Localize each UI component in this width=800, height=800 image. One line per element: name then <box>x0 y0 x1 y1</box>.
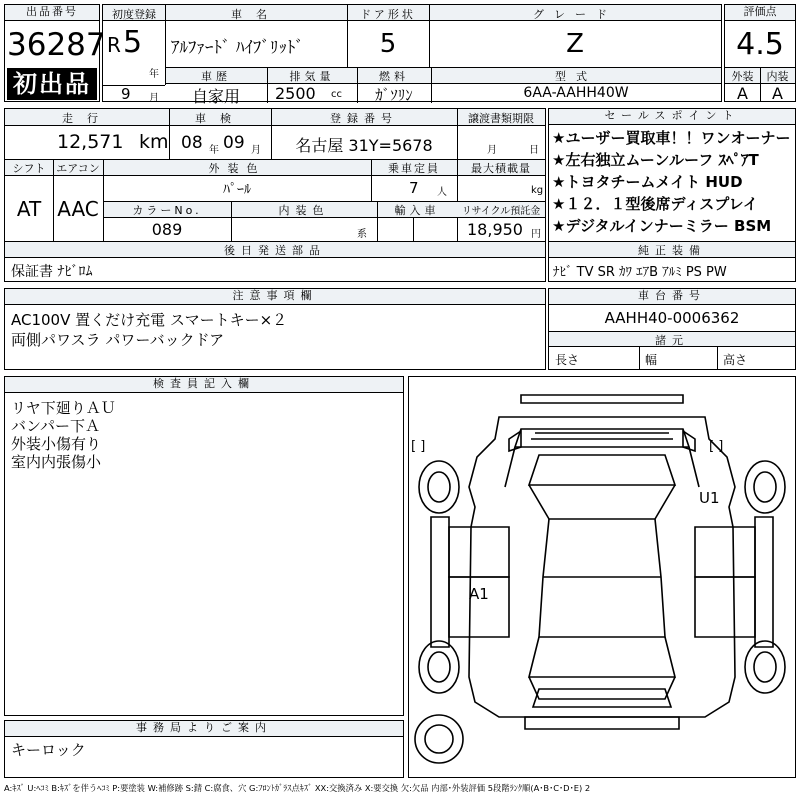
inspector-box <box>4 376 404 716</box>
fuel-label: 燃料 <box>379 70 409 83</box>
specs-length: 長さ <box>555 353 580 367</box>
recycle-unit: 円 <box>531 229 541 240</box>
aircon-value: AAC <box>57 197 99 221</box>
score-value: 4.5 <box>736 27 784 62</box>
office-box <box>4 720 404 778</box>
car-diagram <box>408 376 796 778</box>
sales-point-item: ★ユーザー買取車！！ワンオーナー <box>552 129 791 147</box>
import-label: 輸入車 <box>394 204 440 217</box>
notes-line-1: AC100V 置くだけ充電 スマートキー×２ <box>11 311 288 329</box>
transfer-month-unit: 月 <box>487 145 497 156</box>
mileage-unit: km <box>139 131 169 153</box>
shift-label: シフト <box>12 162 46 175</box>
history-value: 自家用 <box>191 87 240 106</box>
displacement-label: 排気量 <box>289 70 335 83</box>
first-reg-year-unit: 年 <box>149 69 159 80</box>
plate-label: 登録番号 <box>330 112 398 125</box>
inspector-line-2: バンパー下Ａ <box>11 417 100 435</box>
notes-label: 注意事項欄 <box>5 289 545 305</box>
doors-label: ドア形状 <box>360 8 416 21</box>
car-outline <box>409 377 795 777</box>
car-name-label: 車名 <box>231 8 281 21</box>
history-label: 車歴 <box>201 70 231 83</box>
sales-point-item: ★左右独立ムーンルーフ ｽﾍﾟｱT <box>552 151 759 169</box>
notes-box <box>4 288 546 370</box>
bracket-right: [ ] <box>709 439 724 454</box>
later-parts-value: 保証書 ﾅﾋﾞﾛﾑ <box>11 264 93 280</box>
fuel-value: ｶﾞｿﾘﾝ <box>375 86 413 104</box>
max-load-unit: kg <box>531 185 544 196</box>
inspector-line-4: 室内内張傷小 <box>11 453 102 471</box>
interior-score-value: A <box>772 84 783 103</box>
mileage-value: 12,571 <box>57 131 124 153</box>
inspector-label: 検査員記入欄 <box>5 377 403 393</box>
color-no-label: カラーNo. <box>132 204 202 217</box>
first-reg-year: 5 <box>123 25 143 60</box>
interior-color-unit: 系 <box>357 229 367 240</box>
recycle-value: 18,950 <box>467 220 523 239</box>
score-label: 評価点 <box>725 5 795 21</box>
inspection-month: 09 <box>223 133 245 153</box>
inspection-month-unit: 月 <box>251 145 261 156</box>
specs-label: 諸元 <box>655 334 689 347</box>
top-grid <box>102 4 722 106</box>
interior-score-label: 内装 <box>766 70 789 83</box>
grade-value: Z <box>566 29 584 59</box>
sales-points-label: セールスポイント <box>549 109 795 125</box>
legend: A:ｷｽﾞ U:ﾍｺﾐ B:ｷｽﾞを伴うﾍｺﾐ P:要塗装 W:補修跡 S:錆 C:腐食、穴 G:ﾌﾛﾝﾄｶﾞﾗｽ点ｷｽﾞ XX:交換済み X:要交換 欠:欠品 内部･外装評価 5段階ﾗﾝｸ順(A･B･C･D･E) 2 <box>4 783 591 793</box>
exterior-score-label: 外装 <box>731 70 754 83</box>
sales-point-item: ★１２．１型後席ディスプレイ <box>552 195 758 213</box>
first-reg-label: 初度登録 <box>112 8 156 21</box>
lot-box <box>4 4 106 102</box>
transfer-label: 譲渡書類期限 <box>468 112 534 125</box>
inspector-line-1: リヤ下廻りＡＵ <box>11 399 116 417</box>
shift-value: AT <box>16 197 42 221</box>
inspection-label: 車検 <box>195 112 245 125</box>
plate-value: 名古屋 31Y=5678 <box>295 136 433 155</box>
sales-points-box <box>548 108 796 282</box>
detail-grid <box>4 108 546 282</box>
office-value: キーロック <box>11 741 86 759</box>
office-label: 事務局よりご案内 <box>5 721 403 737</box>
chassis-box <box>548 288 796 370</box>
sales-point-item: ★トヨタチームメイト HUD <box>552 173 743 191</box>
later-parts-label: 後日発送部品 <box>224 244 326 257</box>
car-name-value: ｱﾙﾌｧｰﾄﾞ ﾊｲﾌﾞﾘｯﾄﾞ <box>171 38 304 58</box>
first-reg-era: R <box>107 33 121 57</box>
recycle-label: リサイクル預託金 <box>461 206 541 217</box>
chassis-value: AAHH40-0006362 <box>604 309 740 327</box>
model-value: 6AA-AAHH40W <box>523 85 629 101</box>
damage-mark-u1: U1 <box>699 489 720 507</box>
inspection-year-unit: 年 <box>209 145 219 156</box>
sales-points-list <box>552 127 790 237</box>
transfer-day-unit: 日 <box>529 145 539 156</box>
exterior-color-label: 外装色 <box>208 162 266 175</box>
inspector-line-3: 外装小傷有り <box>11 435 102 453</box>
lot-number: 36287 <box>7 27 106 63</box>
sales-point-item: ★デジタルインナーミラー BSM <box>552 217 772 235</box>
color-no-value: 089 <box>151 220 183 239</box>
first-reg-month: 9 <box>121 85 131 103</box>
inspection-year: 08 <box>181 133 203 153</box>
capacity-unit: 人 <box>437 187 447 198</box>
displacement-value: 2500 <box>275 84 316 103</box>
first-reg-month-unit: 月 <box>149 93 159 104</box>
aircon-label: エアコン <box>56 162 100 175</box>
capacity-label: 乗車定員 <box>388 162 440 175</box>
model-label: 型式 <box>555 70 597 83</box>
score-box <box>724 4 796 102</box>
capacity-value: 7 <box>409 179 419 197</box>
lot-label: 出品番号 <box>5 5 99 21</box>
damage-mark-a1: A1 <box>469 585 489 603</box>
first-listing-badge: 初出品 <box>7 68 97 100</box>
exterior-score-value: A <box>737 84 748 103</box>
genuine-equipment-value: ﾅﾋﾞ TV SR ｶﾜ ｴｱB ｱﾙﾐ PS PW <box>553 265 727 280</box>
doors-value: 5 <box>379 29 397 59</box>
notes-line-2: 両側パワスラ パワーバックドア <box>11 331 225 349</box>
mileage-label: 走行 <box>62 112 112 125</box>
interior-color-label: 内装色 <box>278 204 330 217</box>
exterior-color-value: ﾊﾟｰﾙ <box>223 182 251 198</box>
chassis-label: 車台番号 <box>549 289 795 305</box>
bracket-left: [ ] <box>411 439 426 454</box>
displacement-unit: cc <box>331 89 342 100</box>
genuine-equipment-label: 純正装備 <box>638 244 706 257</box>
max-load-label: 最大積載量 <box>471 162 531 175</box>
specs-width: 幅 <box>645 353 658 367</box>
grade-label: グレード <box>533 8 617 21</box>
specs-height: 高さ <box>723 353 748 367</box>
